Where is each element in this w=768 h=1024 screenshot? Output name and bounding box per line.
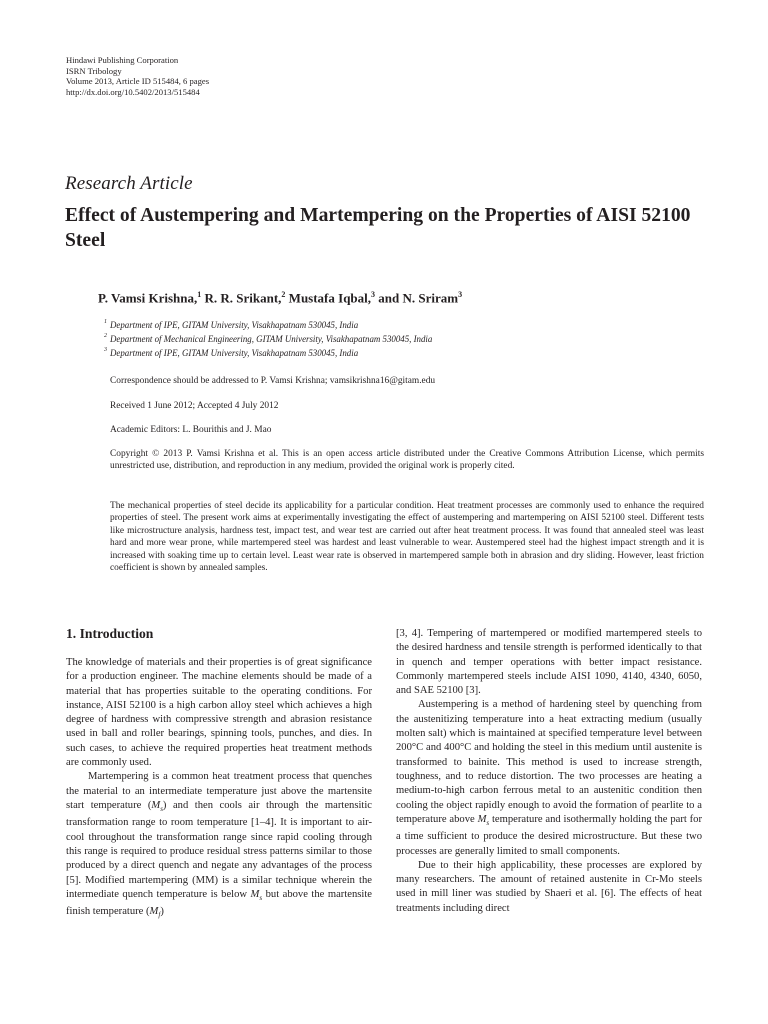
right-column — [396, 627, 702, 916]
affiliation — [104, 346, 432, 360]
paragraph: [3, 4]. Tempering of martempered or modified martempered steels to the desired hardness and tensile strength is performed identically to that in quench and temper operations with better impact resistance. Commonly martempered steels include AISI 1090, 4140, 4340, 6050, and SAE 52100 [3]. — [396, 628, 702, 697]
journal-name: ISRN Tribology — [66, 65, 122, 76]
article-title: Effect of Austempering and Martempering on the Properties of AISI 52100 Steel — [65, 205, 691, 251]
left-column — [66, 656, 372, 923]
paragraph: Due to their high applicability, these processes are explored by many researchers. The amount of retained austenite in Cr-Mo steels used in mill liner was studied by Shaeri et al. [6]. The effects of heat treatments including direct — [396, 859, 702, 914]
paragraph: Martempering is a common heat treatment process that quenches the material to an intermediate temperature just above the martensite start temperature $(M_s)$ and then cools air through the martensitic transformation range to room temperature [1–4]. It is important to air-cool throughout the transformation range since rapid cooling through this range is required to produce residual stress patterns similar to those produced by a direct quench and negate any advantages of the process [5]. Modified martempering (MM) is a similar technique wherein the intermediate quench temperature is below $M_s$ but above the martensite finish temperature $(M_f)$ — [66, 771, 372, 920]
received-dates: Received 1 June 2012; Accepted 4 July 2012 — [110, 401, 279, 411]
affiliation-marker: 2 — [104, 333, 107, 339]
author-list — [98, 290, 462, 306]
article-type: Research Article — [65, 173, 193, 194]
correspondence: Correspondence should be addressed to P. Vamsi Krishna; vamsikrishna16@gitam.edu — [110, 376, 436, 386]
author-affil-marker: 3 — [458, 290, 463, 299]
author-affil-marker: 2 — [281, 290, 286, 299]
section-heading: 1. Introduction — [66, 626, 154, 641]
affiliation — [104, 332, 433, 346]
affiliation-text: Department of Mechanical Engineering, GITAM University, Visakhapatnam 530045, India — [110, 334, 433, 344]
author-affil-marker: 1 — [197, 290, 202, 299]
affiliation-text: Department of IPE, GITAM University, Visakhapatnam 530045, India — [110, 348, 359, 358]
affiliation-marker: 3 — [104, 347, 107, 353]
author-name: P. Vamsi Krishna, — [98, 290, 198, 306]
affiliation — [104, 318, 432, 332]
abstract: The mechanical properties of steel decide its applicability for a particular condition. Heat treatment processes are commonly used to enhance the required properties of steel. The present work aims at experimentally investigating the effect of austempering and martempering on AISI 52100 steel. Different tests like microstructure analysis, hardness test, impact test, and wear test are carried out after heat treatment process. It was found that annealed steel was least hard and more wear prone, while martempered steel was hardest and least vulnerable to wear. Austempered steel had the highest impact strength and it is increased with soaking time up to certain level. Least wear rate is observed in martempered sample both in abrasion and dry sliding. However, least friction coefficient is shown by annealed samples. — [110, 501, 704, 574]
author-name: R. R. Srikant, — [201, 290, 282, 306]
journal-header — [66, 55, 209, 97]
copyright-notice: Copyright © 2013 P. Vamsi Krishna et al. This is an open access article distributed under the Creative Commons Attribution License, which permits unrestricted use, distribution, and reproduction in any medium, provided the original work is properly cited. — [110, 449, 704, 472]
affiliations — [104, 318, 433, 360]
author-name: Mustafa Iqbal, — [285, 290, 372, 306]
doi-link[interactable]: http://dx.doi.org/10.5402/2013/515484 — [66, 86, 200, 97]
paragraph: Austempering is a method of hardening steel by quenching from the austenitizing temperature into a heat extracting medium (usually molten salt) which is maintained at specified temperature level between 200°C and 400°C and holding the steel in this medium until austenite is transformed to bainite. This method is used to increase strength, toughness, and to reduce distortion. The two processes are heating a medium-to-high carbon ferrous metal to an austenitic condition then cooling the object rapidly enough to avoid the formation of pearlite to a temperature above $M_s$ temperature and isothermally holding the part for a time sufficient to produce the desired microstructure. But these two processes are generally limited to small components. — [396, 699, 702, 857]
affiliation-marker: 1 — [104, 319, 107, 325]
publisher: Hindawi Publishing Corporation — [66, 55, 179, 65]
author-affil-marker: 3 — [371, 290, 376, 299]
paragraph: The knowledge of materials and their properties is of great significance for a production engineer. The machine elements should be made of a material that has properties suitable to the operating conditions. For instance, AISI 52100 is a high carbon alloy steel which achieves a high degree of hardness with compressive strength and abrasion resistance used in ball and roller bearings, spinning tools, punches, and dies. In such cases, to achieve the required properties heat treatment methods are commonly used. — [66, 657, 372, 769]
academic-editors: Academic Editors: L. Bourithis and J. Mao — [110, 425, 272, 435]
affiliation-text: Department of IPE, GITAM University, Visakhapatnam 530045, India — [110, 320, 359, 330]
author-name: and N. Sriram — [375, 290, 459, 306]
volume-info: Volume 2013, Article ID 515484, 6 pages — [66, 76, 210, 87]
